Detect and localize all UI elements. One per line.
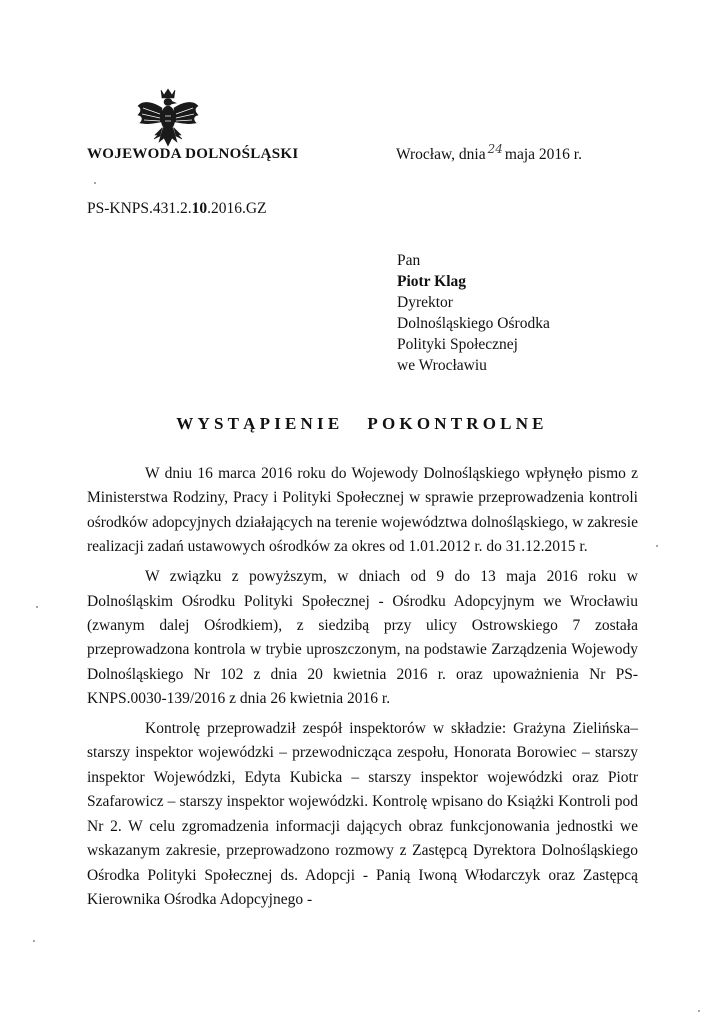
addressee-city: we Wrocławiu (397, 357, 487, 374)
scan-speck (36, 606, 38, 608)
scan-speck (656, 545, 658, 547)
reference-prefix: PS-KNPS.431.2. (87, 200, 192, 217)
reference-number (87, 200, 267, 218)
document-body (87, 462, 638, 918)
addressee-position: Dyrektor (397, 294, 453, 311)
addressee-institution-line2: Polityki Społecznej (397, 336, 518, 353)
eagle-emblem-icon (135, 86, 201, 152)
place-and-date (396, 142, 582, 164)
addressee-salutation: Pan (397, 252, 421, 269)
place-date-prefix: Wrocław, dnia (396, 146, 486, 163)
place-date-suffix: maja 2016 r. (504, 146, 582, 163)
addressee-institution-line1: Dolnośląskiego Ośrodka (397, 315, 550, 332)
addressee-block (397, 250, 550, 376)
document-title (0, 414, 724, 434)
body-paragraph-1: W dniu 16 marca 2016 roku do Wojewody Dolnośląskiego wpłynęło pismo z Ministerstwa Rodziny, Pracy i Polityki Społecznej w sprawie przeprowadzenia kontroli ośrodków adopcyjnych działających na terenie województwa dolnośląskiego, w zakresie realizacji zadań ustawowych ośrodków za okres od 1.01.2012 r. do 31.12.2015 r. (87, 465, 638, 556)
body-paragraph-3: Kontrolę przeprowadził zespół inspektorów w składzie: Grażyna Zielińska– starszy inspektor wojewódzki – przewodnicząca zespołu, Honorata Borowiec – starszy inspektor Wojewódzki, Edyta Kubicka – starszy inspektor wojewódzki oraz Piotr Szafarowicz – starszy inspektor wojewódzki. Kontrolę wpisano do Książki Kontroli pod Nr 2. W celu zgromadzenia informacji dających obraz funkcjonowania jednostki we wskazanym zakresie, przeprowadzono rozmowy z Zastępcą Dyrektora Dolnośląskiego Ośrodka Polityki Społecznej ds. Adopcji - Panią Iwoną Włodarczyk oraz Zastępcą Kierownika Ośrodka Adopcyjnego - (87, 720, 638, 908)
body-paragraph-2: W związku z powyższym, w dniach od 9 do 13 maja 2016 roku w Dolnośląskim Ośrodku Polityki Społecznej - Ośrodku Adopcyjnym we Wrocławiu (zwanym dalej Ośrodkiem), z siedzibą przy ulicy Ostrowskiego 7 została przeprowadzona kontrola w trybie uproszczonym, na podstawie Zarządzenia Wojewody Dolnośląskiego Nr 102 z dnia 20 kwietnia 2016 r. oraz upoważnienia Nr PS-KNPS.0030-139/2016 z dnia 26 kwietnia 2016 r. (87, 568, 638, 708)
addressee-name: Piotr Klag (397, 273, 467, 290)
reference-suffix: .2016.GZ (207, 200, 267, 217)
reference-bold: 10 (191, 200, 208, 217)
scan-speck (698, 1010, 700, 1012)
scan-speck (33, 940, 35, 942)
handwritten-day: 24 (487, 142, 503, 156)
title-word-1: WYSTĄPIENIE (176, 414, 344, 433)
scan-speck (94, 182, 96, 184)
title-word-2: POKONTROLNE (367, 414, 548, 433)
issuing-office: WOJEWODA DOLNOŚLĄSKI (87, 146, 299, 162)
